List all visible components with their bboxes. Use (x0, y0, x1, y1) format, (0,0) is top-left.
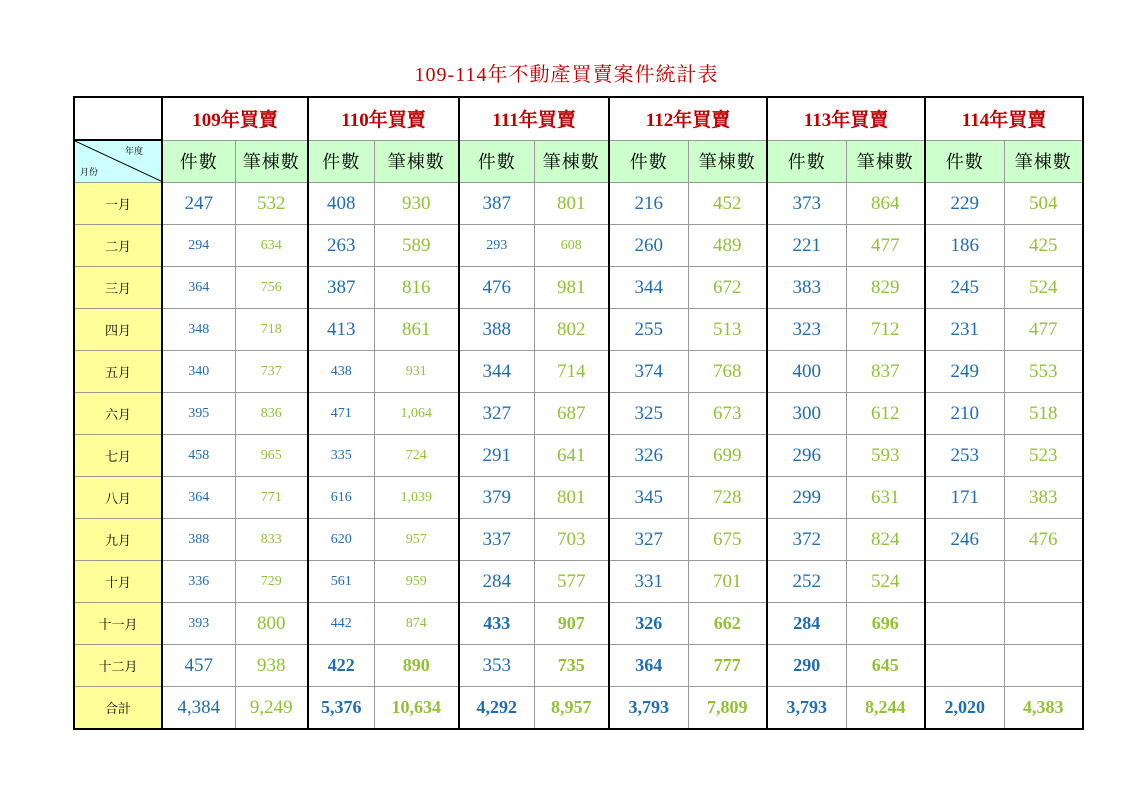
table-row (74, 645, 1083, 687)
header-blank-cell (74, 97, 162, 140)
buildings-cell: 931 (374, 351, 459, 393)
count-cell (925, 561, 1004, 603)
buildings-cell: 634 (235, 225, 308, 267)
count-cell: 186 (925, 225, 1004, 267)
count-cell: 442 (308, 603, 374, 645)
count-cell: 388 (459, 309, 534, 351)
count-cell: 4,384 (162, 687, 235, 730)
table-row (74, 561, 1083, 603)
buildings-cell (1004, 603, 1083, 645)
buildings-cell: 874 (374, 603, 459, 645)
count-cell: 620 (308, 519, 374, 561)
buildings-cell: 801 (534, 183, 609, 225)
corner-cell (74, 140, 162, 183)
year-header: 112年買賣 (609, 97, 767, 140)
buildings-cell: 662 (688, 603, 767, 645)
buildings-cell: 612 (846, 393, 925, 435)
buildings-cell: 890 (374, 645, 459, 687)
count-cell: 284 (459, 561, 534, 603)
total-row (74, 687, 1083, 730)
buildings-header: 筆棟數 (688, 140, 767, 183)
buildings-cell: 829 (846, 267, 925, 309)
count-header: 件數 (308, 140, 374, 183)
month-label: 四月 (74, 309, 162, 351)
count-cell: 476 (459, 267, 534, 309)
buildings-cell: 593 (846, 435, 925, 477)
count-cell: 245 (925, 267, 1004, 309)
count-cell: 323 (767, 309, 846, 351)
count-cell: 336 (162, 561, 235, 603)
month-label: 五月 (74, 351, 162, 393)
count-cell: 294 (162, 225, 235, 267)
buildings-cell: 489 (688, 225, 767, 267)
buildings-cell (1004, 645, 1083, 687)
count-cell: 3,793 (767, 687, 846, 730)
table-row (74, 393, 1083, 435)
count-cell: 263 (308, 225, 374, 267)
corner-year-label: 年度 (124, 146, 143, 156)
table-row (74, 183, 1083, 225)
buildings-cell: 959 (374, 561, 459, 603)
buildings-cell: 4,383 (1004, 687, 1083, 730)
month-label: 八月 (74, 477, 162, 519)
count-cell: 299 (767, 477, 846, 519)
count-cell: 2,020 (925, 687, 1004, 730)
buildings-header: 筆棟數 (235, 140, 308, 183)
buildings-cell: 718 (235, 309, 308, 351)
buildings-cell: 1,064 (374, 393, 459, 435)
count-cell: 561 (308, 561, 374, 603)
count-cell: 422 (308, 645, 374, 687)
buildings-cell: 641 (534, 435, 609, 477)
count-cell: 252 (767, 561, 846, 603)
count-cell: 373 (767, 183, 846, 225)
statistics-table (73, 96, 1084, 730)
table-row (74, 351, 1083, 393)
buildings-cell: 532 (235, 183, 308, 225)
count-cell: 395 (162, 393, 235, 435)
buildings-cell: 10,634 (374, 687, 459, 730)
buildings-cell: 930 (374, 183, 459, 225)
count-cell: 337 (459, 519, 534, 561)
buildings-cell: 523 (1004, 435, 1083, 477)
count-cell: 374 (609, 351, 688, 393)
count-cell: 408 (308, 183, 374, 225)
count-cell: 4,292 (459, 687, 534, 730)
month-label: 十二月 (74, 645, 162, 687)
month-label: 二月 (74, 225, 162, 267)
count-cell: 353 (459, 645, 534, 687)
buildings-cell: 957 (374, 519, 459, 561)
count-cell: 344 (609, 267, 688, 309)
count-cell: 364 (162, 267, 235, 309)
count-cell: 331 (609, 561, 688, 603)
count-header: 件數 (459, 140, 534, 183)
buildings-cell: 1,039 (374, 477, 459, 519)
table-row (74, 267, 1083, 309)
count-cell: 383 (767, 267, 846, 309)
count-cell: 433 (459, 603, 534, 645)
buildings-cell: 608 (534, 225, 609, 267)
buildings-cell: 645 (846, 645, 925, 687)
buildings-cell: 589 (374, 225, 459, 267)
buildings-cell: 673 (688, 393, 767, 435)
buildings-cell: 687 (534, 393, 609, 435)
buildings-cell: 699 (688, 435, 767, 477)
buildings-cell: 771 (235, 477, 308, 519)
count-cell (925, 603, 1004, 645)
buildings-cell: 703 (534, 519, 609, 561)
count-cell: 413 (308, 309, 374, 351)
buildings-cell: 524 (1004, 267, 1083, 309)
buildings-cell: 518 (1004, 393, 1083, 435)
count-cell: 400 (767, 351, 846, 393)
buildings-cell: 837 (846, 351, 925, 393)
month-label: 六月 (74, 393, 162, 435)
month-label: 十一月 (74, 603, 162, 645)
count-cell: 5,376 (308, 687, 374, 730)
table-row (74, 309, 1083, 351)
buildings-cell: 477 (1004, 309, 1083, 351)
buildings-cell: 696 (846, 603, 925, 645)
buildings-cell (1004, 561, 1083, 603)
buildings-cell: 756 (235, 267, 308, 309)
table-row (74, 477, 1083, 519)
year-header: 110年買賣 (308, 97, 459, 140)
count-cell: 344 (459, 351, 534, 393)
table-row (74, 435, 1083, 477)
count-cell: 291 (459, 435, 534, 477)
count-cell: 216 (609, 183, 688, 225)
count-cell: 210 (925, 393, 1004, 435)
count-cell: 616 (308, 477, 374, 519)
buildings-cell: 452 (688, 183, 767, 225)
buildings-cell: 8,244 (846, 687, 925, 730)
buildings-cell: 737 (235, 351, 308, 393)
buildings-cell: 836 (235, 393, 308, 435)
count-cell: 340 (162, 351, 235, 393)
count-cell: 348 (162, 309, 235, 351)
count-cell: 293 (459, 225, 534, 267)
count-cell: 326 (609, 435, 688, 477)
buildings-cell: 729 (235, 561, 308, 603)
subheader-row (74, 140, 1083, 183)
buildings-cell: 553 (1004, 351, 1083, 393)
month-label: 一月 (74, 183, 162, 225)
buildings-cell: 675 (688, 519, 767, 561)
buildings-cell: 477 (846, 225, 925, 267)
buildings-cell: 824 (846, 519, 925, 561)
count-header: 件數 (609, 140, 688, 183)
table-row (74, 519, 1083, 561)
buildings-header: 筆棟數 (374, 140, 459, 183)
count-cell: 255 (609, 309, 688, 351)
count-cell: 325 (609, 393, 688, 435)
count-cell: 300 (767, 393, 846, 435)
buildings-cell: 965 (235, 435, 308, 477)
count-cell: 290 (767, 645, 846, 687)
month-label: 三月 (74, 267, 162, 309)
count-cell: 327 (459, 393, 534, 435)
month-label: 十月 (74, 561, 162, 603)
buildings-cell: 714 (534, 351, 609, 393)
buildings-cell: 833 (235, 519, 308, 561)
corner-month-label: 月份 (80, 167, 99, 177)
count-cell: 253 (925, 435, 1004, 477)
count-cell: 364 (609, 645, 688, 687)
buildings-header: 筆棟數 (534, 140, 609, 183)
count-cell: 387 (308, 267, 374, 309)
buildings-cell: 816 (374, 267, 459, 309)
count-cell: 326 (609, 603, 688, 645)
year-header: 114年買賣 (925, 97, 1083, 140)
count-cell: 231 (925, 309, 1004, 351)
count-cell: 221 (767, 225, 846, 267)
buildings-cell: 425 (1004, 225, 1083, 267)
buildings-cell: 513 (688, 309, 767, 351)
buildings-cell: 504 (1004, 183, 1083, 225)
count-cell: 229 (925, 183, 1004, 225)
page-title: 109-114年不動產買賣案件統計表 (414, 64, 719, 86)
count-cell: 387 (459, 183, 534, 225)
buildings-cell: 861 (374, 309, 459, 351)
buildings-cell: 864 (846, 183, 925, 225)
count-cell: 335 (308, 435, 374, 477)
buildings-cell: 631 (846, 477, 925, 519)
buildings-cell: 907 (534, 603, 609, 645)
year-header-row (74, 97, 1083, 140)
count-cell: 247 (162, 183, 235, 225)
count-cell: 345 (609, 477, 688, 519)
buildings-cell: 728 (688, 477, 767, 519)
count-cell (925, 645, 1004, 687)
buildings-cell: 802 (534, 309, 609, 351)
buildings-header: 筆棟數 (846, 140, 925, 183)
buildings-cell: 524 (846, 561, 925, 603)
count-cell: 364 (162, 477, 235, 519)
count-cell: 379 (459, 477, 534, 519)
count-cell: 284 (767, 603, 846, 645)
buildings-cell: 577 (534, 561, 609, 603)
count-cell: 3,793 (609, 687, 688, 730)
count-header: 件數 (925, 140, 1004, 183)
count-cell: 327 (609, 519, 688, 561)
buildings-cell: 800 (235, 603, 308, 645)
count-cell: 393 (162, 603, 235, 645)
year-header: 113年買賣 (767, 97, 925, 140)
count-cell: 457 (162, 645, 235, 687)
table-row (74, 603, 1083, 645)
buildings-cell: 8,957 (534, 687, 609, 730)
buildings-cell: 938 (235, 645, 308, 687)
buildings-cell: 777 (688, 645, 767, 687)
buildings-cell: 7,809 (688, 687, 767, 730)
buildings-cell: 801 (534, 477, 609, 519)
buildings-cell: 701 (688, 561, 767, 603)
count-cell: 438 (308, 351, 374, 393)
buildings-cell: 724 (374, 435, 459, 477)
buildings-cell: 981 (534, 267, 609, 309)
count-cell: 471 (308, 393, 374, 435)
count-cell: 388 (162, 519, 235, 561)
total-label: 合計 (74, 687, 162, 730)
count-cell: 458 (162, 435, 235, 477)
buildings-cell: 383 (1004, 477, 1083, 519)
buildings-cell: 476 (1004, 519, 1083, 561)
table-row (74, 225, 1083, 267)
count-cell: 171 (925, 477, 1004, 519)
buildings-cell: 672 (688, 267, 767, 309)
count-cell: 372 (767, 519, 846, 561)
count-header: 件數 (767, 140, 846, 183)
buildings-cell: 9,249 (235, 687, 308, 730)
buildings-cell: 735 (534, 645, 609, 687)
year-header: 109年買賣 (162, 97, 308, 140)
count-cell: 249 (925, 351, 1004, 393)
count-cell: 246 (925, 519, 1004, 561)
buildings-cell: 768 (688, 351, 767, 393)
buildings-cell: 712 (846, 309, 925, 351)
table-body (74, 183, 1083, 730)
count-cell: 296 (767, 435, 846, 477)
month-label: 九月 (74, 519, 162, 561)
year-header: 111年買賣 (459, 97, 609, 140)
buildings-header: 筆棟數 (1004, 140, 1083, 183)
count-header: 件數 (162, 140, 235, 183)
month-label: 七月 (74, 435, 162, 477)
count-cell: 260 (609, 225, 688, 267)
